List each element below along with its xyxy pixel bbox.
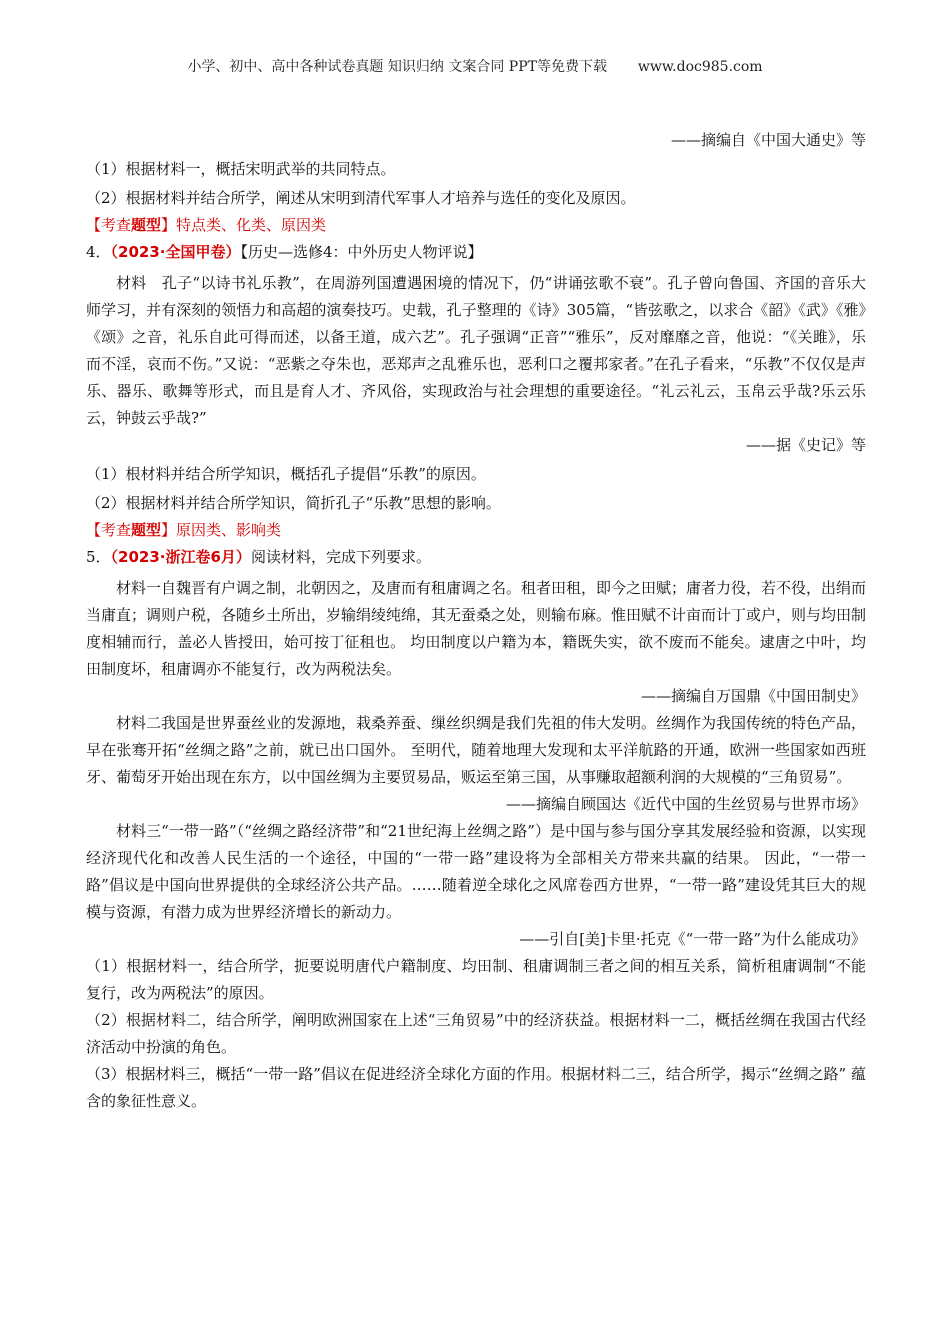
- q4-tag-bold: 题型: [131, 521, 162, 539]
- q4-source: ——据《史记》等: [745, 436, 866, 454]
- q5-sub2: （2）根据材料二，结合所学，阐明欧洲国家在上述“三角贸易”中的经济获益。根据材料一二，概括丝绸在我国古代经济活动中扮演的角色。: [86, 1011, 866, 1056]
- q5-material-2: 材料二我国是世界蚕丝业的发源地，栽桑养蚕、缫丝织绸是我们先祖的伟大发明。丝绸作为我国传统的特色产品，早在张骞开拓“丝绸之路”之前，就已出口国外。 至明代，随着地理大发现和太平洋航路的开通，欧洲一些国家如西班牙、葡萄牙开始出现在东方，以中国丝绸为主要贸易品，贩运至第三国，从事赚取超额利润的大规模的“三角贸易”。: [86, 714, 867, 786]
- q4-question-type: [86, 517, 866, 544]
- q3-tag-bold: 题型: [131, 216, 162, 234]
- q4-tag-text: 】原因类、影响类: [161, 521, 282, 539]
- q5-material-3: 材料三“一带一路”（“丝绸之路经济带”和“21世纪海上丝绸之路”）是中国与参与国分享其发展经验和资源，以实现经济现代化和改善人民生活的一个途径，中国的“一带一路”建设将为全部相关方带来共赢的结果。 因此，“一带一路”倡议是中国向世界提供的全球经济公共产品。……随着逆全球化之风席卷西方世界，“一带一路”建设凭其巨大的规模与资源，有潜力成为世界经济增长的新动力。: [86, 822, 866, 921]
- q5-material-1-source: ——摘编自万国鼎《中国田制史》: [640, 687, 866, 705]
- document-body: [86, 127, 866, 1115]
- q4-topic: 【历史—选修4：中外历史人物评说】: [240, 243, 483, 261]
- q5-material-3-source: ——引自[美]卡里·托克《“一带一路”为什么能成功》: [519, 930, 866, 948]
- header-text: 小学、初中、高中各种试卷真题 知识归纳 文案合同 PPT等免费下载: [187, 59, 607, 75]
- q5-sub1: （1）根据材料一，结合所学，扼要说明唐代户籍制度、均田制、租庸调制三者之间的相互关系，简析租庸调制“不能复行，改为两税法”的原因。: [86, 957, 866, 1002]
- q4-sub2: （2）根据材料并结合所学知识，简折孔子“乐教”思想的影响。: [86, 494, 501, 512]
- q3-source: ——摘编自《中国大通史》等: [670, 131, 866, 149]
- q4-sub1: （1）根材料并结合所学知识，概括孔子提倡“乐教”的原因。: [86, 465, 486, 483]
- q4-exam: （2023·全国甲卷）: [110, 243, 241, 261]
- q5-number: 5．: [86, 548, 111, 566]
- q5-exam: （2023·浙江卷6月）: [110, 548, 251, 566]
- q5-sub3: （3）根据材料三，概括“一带一路”倡议在促进经济全球化方面的作用。根据材料二三，结合所学，揭示“丝绸之路” 蕴含的象征性意义。: [86, 1065, 866, 1110]
- q4-number: 4．: [86, 243, 111, 261]
- page-header: [0, 56, 950, 76]
- header-url: www.doc985.com: [637, 59, 763, 75]
- q5-material-2-source: ——摘编自顾国达《近代中国的生丝贸易与世界市场》: [505, 795, 866, 813]
- q3-tag-prefix: 【考查: [86, 216, 132, 234]
- q3-sub1: （1）根据材料一，概括宋明武举的共同特点。: [86, 160, 396, 178]
- q3-tag-text: 】特点类、化类、原因类: [161, 216, 327, 234]
- q4-material: 材料 孔子“以诗书礼乐教”，在周游列国遭遇困境的情况下，仍“讲诵弦歌不衰”。孔子曾向鲁国、齐国的音乐大师学习，并有深刻的领悟力和高超的演奏技巧。史载，孔子整理的《诗》305篇，“皆弦歌之，以求合《韶》《武》《雅》《颂》之音，礼乐自此可得而述，以备王道，成六艺”。孔子强调“正音”“雅乐”，反对靡靡之音，他说：“《关雎》，乐而不淫，哀而不伤。”又说：“恶紫之夺朱也，恶郑声之乱雅乐也，恶利口之覆邦家者。”在孔子看来，“乐教”不仅仅是声乐、器乐、歌舞等形式，而且是育人才、齐风俗，实现政治与社会理想的重要途径。“礼云礼云，玉帛云乎哉?乐云乐云，钟鼓云乎哉?”: [86, 274, 866, 427]
- q5-heading: [86, 544, 866, 571]
- q4-heading: [86, 239, 866, 266]
- q4-tag-prefix: 【考查: [86, 521, 132, 539]
- q5-intro: 阅读材料，完成下列要求。: [250, 548, 431, 566]
- q5-material-1: 材料一自魏晋有户调之制，北朝因之，及唐而有租庸调之名。租者田租，即今之田赋；庸者力役，若不役，出绢而当庸直；调则户税，各随乡土所出，岁输绢绫纯绵，其无蚕桑之处，则输布麻。惟田赋不计亩而计丁或户，则与均田制度相辅而行，盖必人皆授田，始可按丁征租也。 均田制度以户籍为本，籍既失实，欲不废而不能矣。逮唐之中叶，均田制度坏，租庸调亦不能复行，改为两税法矣。: [86, 579, 867, 678]
- q3-sub2: （2）根据材料并结合所学，阐述从宋明到清代军事人才培养与选任的变化及原因。: [86, 189, 636, 207]
- q3-question-type: [86, 212, 866, 239]
